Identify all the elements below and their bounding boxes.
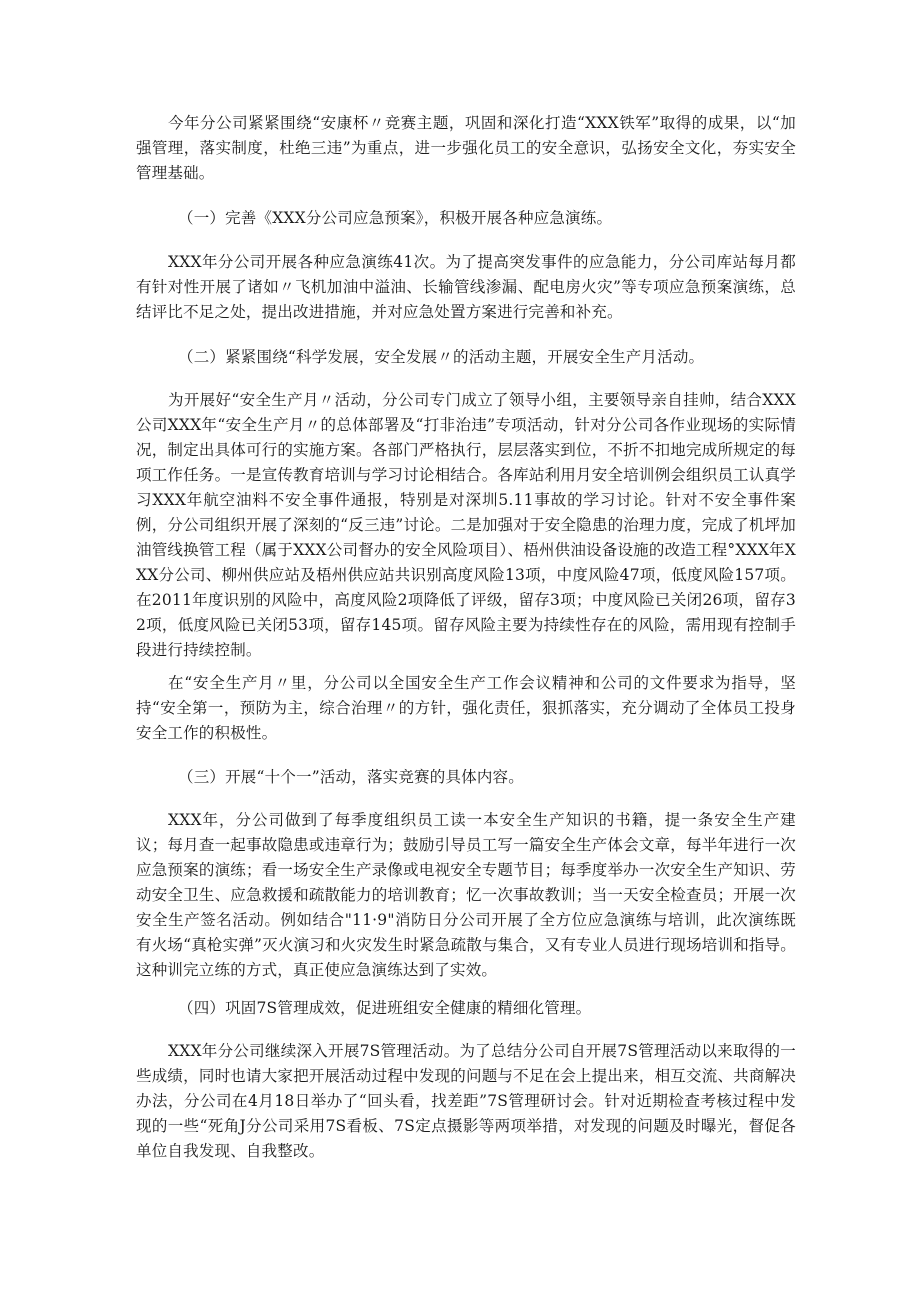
section-1-paragraph: XXX年分公司开展各种应急演练41次。为了提高突发事件的应急能力，分公司库站每月都有针对性开展了诸如〃飞机加油中溢油、长输管线渗漏、配电房火灾”等专项应急预案演练，总结评比不足之处，提出改进措施，并对应急处置方案进行完善和补充。 [136,253,796,321]
section-3-paragraph: XXX年，分公司做到了每季度组织员工读一本安全生产知识的书籍，提一条安全生产建议；每月查一起事故隐患或违章行为；鼓励引导员工写一篇安全生产体会文章，每半年进行一次应急预案的演练；看一场安全生产录像或电视安全专题节目；每季度举办一次安全生产知识、劳动安全卫生、应急救援和疏散能力的培训教育；忆一次事故教训；当一天安全检查员；开展一次安全生产签名活动。例如结合"11·9"消防日分公司开展了全方位应急演练与培训，此次演练既有火场“真枪实弹”灭火演习和火灾发生时紧急疏散与集合，又有专业人员进行现场培训和指导。这种训完立练的方式，真正使应急演练达到了实效。 [136,811,796,979]
section-heading-1: （一）完善《XXX分公司应急预案》，积极开展各种应急演练。 [178,209,613,227]
section-2-paragraph-2: 在“安全生产月〃里，分公司以全国安全生产工作会议精神和公司的文件要求为指导，坚持“安全第一，预防为主，综合治理〃的方针，强化责任，狠抓落实，充分调动了全体员工投身安全工作的积极性。 [136,674,796,742]
section-heading-2: （二）紧紧围绕“科学发展，安全发展〃的活动主题，开展安全生产月活动。 [178,348,705,366]
intro-paragraph: 今年分公司紧紧围绕“安康杯〃竞赛主题，巩固和深化打造“XXX铁军”取得的成果，以“加强管理，落实制度，杜绝三违”为重点，进一步强化员工的安全意识，弘扬安全文化，夯实安全管理基础。 [136,114,796,182]
section-2-paragraph-1: 为开展好“安全生产月〃活动，分公司专门成立了领导小组，主要领导亲自挂帅，结合XXX公司XXX年“安全生产月〃的总体部署及“打非治违”专项活动，针对分公司各作业现场的实际情况，制定出具体可行的实施方案。各部门严格执行，层层落实到位，不折不扣地完成所规定的每项工作任务。一是宣传教育培训与学习讨论相结合。各库站利用月安全培训例会组织员工认真学习XXX年航空油料不安全事件通报，特别是对深圳5.11事故的学习讨论。针对不安全事件案例，分公司组织开展了深刻的“反三违”讨论。二是加强对于安全隐患的治理力度，完成了机坪加油管线换管工程（属于XXX公司督办的安全风险项目）、梧州供油设备设施的改造工程°XXX年XXX分公司、柳州供应站及梧州供应站共识别高度风险13项，中度风险47项，低度风险157项。在2011年度识别的风险中，高度风险2项降低了评级，留存3项；中度风险已关闭26项，留存32项，低度风险已关闭53项，留存145项。留存风险主要为持续性存在的风险，需用现有控制手段进行持续控制。 [136,391,796,659]
section-heading-4: （四）巩固7S管理成效，促进班组安全健康的精细化管理。 [178,999,592,1017]
section-heading-3: （三）开展“十个一”活动，落实竞赛的具体内容。 [178,768,524,786]
section-4-paragraph: XXX年分公司继续深入开展7S管理活动。为了总结分公司自开展7S管理活动以来取得的一些成绩，同时也请大家把开展活动过程中发现的问题与不足在会上提出来，相互交流、共商解决办法，分公司在4月18日举办了“回头看，找差距”7S管理研讨会。针对近期检查考核过程中发现的一些“死角J分公司采用7S看板、7S定点摄影等两项举措，对发现的问题及时曝光，督促各单位自我发现、自我整改。 [136,1042,796,1160]
